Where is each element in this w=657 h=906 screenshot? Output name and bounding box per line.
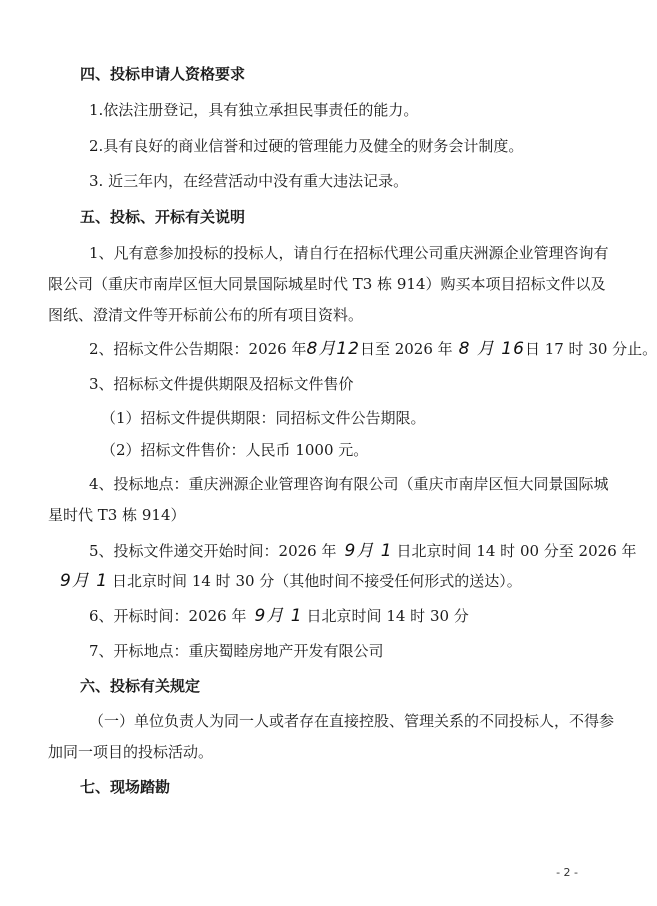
bid-opening-time-label: 6、开标时间：2026 年 — [89, 607, 247, 625]
section-5-para-4-line-1: 4、投标地点：重庆洲源企业管理咨询有限公司（重庆市南岸区恒大同景国际城 — [89, 475, 609, 493]
section-4-item-1: 1.依法注册登记，具有独立承担民事责任的能力。 — [89, 101, 419, 119]
section-5-para-3-sub-2: （2）招标文件售价：人民币 1000 元。 — [101, 441, 369, 459]
section-5-para-3: 3、招标标文件提供期限及招标文件售价 — [89, 375, 354, 393]
section-5-para-4-line-2: 星时代 T3 栋 914） — [48, 506, 186, 524]
bid-notice-period-mid: 日至 2026 年 — [359, 340, 453, 358]
section-5-para-7: 7、开标地点：重庆蜀睦房地产开发有限公司 — [89, 642, 384, 660]
section-5-para-2 — [89, 339, 657, 359]
page-number: - 2 - — [556, 866, 578, 879]
handwritten-opening-date: 9月 1 — [254, 606, 303, 626]
bid-notice-period-label: 2、招标文件公告期限：2026 年 — [89, 340, 307, 358]
handwritten-submission-end: 9月 1 — [60, 571, 109, 591]
section-5-para-6 — [89, 606, 469, 626]
section-5-para-5-line-2 — [60, 571, 522, 591]
section-5-para-3-sub-1: （1）招标文件提供期限：同招标文件公告期限。 — [101, 409, 426, 427]
section-5-para-5-line-1 — [89, 541, 637, 561]
section-4-item-2: 2.具有良好的商业信誉和过硬的管理能力及健全的财务会计制度。 — [89, 137, 524, 155]
submission-start-mid: 日北京时间 14 时 00 分至 2026 年 — [396, 542, 637, 560]
section-6-para-1-line-2: 加同一项目的投标活动。 — [48, 743, 214, 761]
bid-notice-period-end: 日 17 时 30 分止。 — [524, 340, 657, 358]
submission-start-label: 5、投标文件递交开始时间：2026 年 — [89, 542, 337, 560]
handwritten-end-date: 8 月 16 — [458, 339, 525, 359]
handwritten-submission-start: 9月 1 — [344, 541, 393, 561]
submission-end-text: 日北京时间 14 时 30 分（其他时间不接受任何形式的送达）。 — [112, 572, 522, 590]
bid-opening-time-end: 日北京时间 14 时 30 分 — [306, 607, 469, 625]
section-5-heading: 五、投标、开标有关说明 — [80, 208, 246, 226]
section-4-heading: 四、投标申请人资格要求 — [80, 65, 246, 83]
section-6-para-1-line-1: （一）单位负责人为同一人或者存在直接控股、管理关系的不同投标人，不得参 — [89, 712, 615, 730]
section-5-para-1-line-1: 1、凡有意参加投标的投标人，请自行在招标代理公司重庆洲源企业管理咨询有 — [89, 244, 609, 262]
section-5-para-1-line-3: 图纸、澄清文件等开标前公布的所有项目资料。 — [48, 306, 364, 324]
section-6-heading: 六、投标有关规定 — [80, 677, 201, 695]
section-7-heading: 七、现场踏勘 — [80, 778, 171, 796]
section-5-para-1-line-2: 限公司（重庆市南岸区恒大同景国际城星时代 T3 栋 914）购买本项目招标文件以及 — [48, 275, 606, 293]
handwritten-start-date: 8月12 — [306, 339, 360, 359]
section-4-item-3: 3. 近三年内，在经营活动中没有重大违法记录。 — [89, 172, 409, 190]
